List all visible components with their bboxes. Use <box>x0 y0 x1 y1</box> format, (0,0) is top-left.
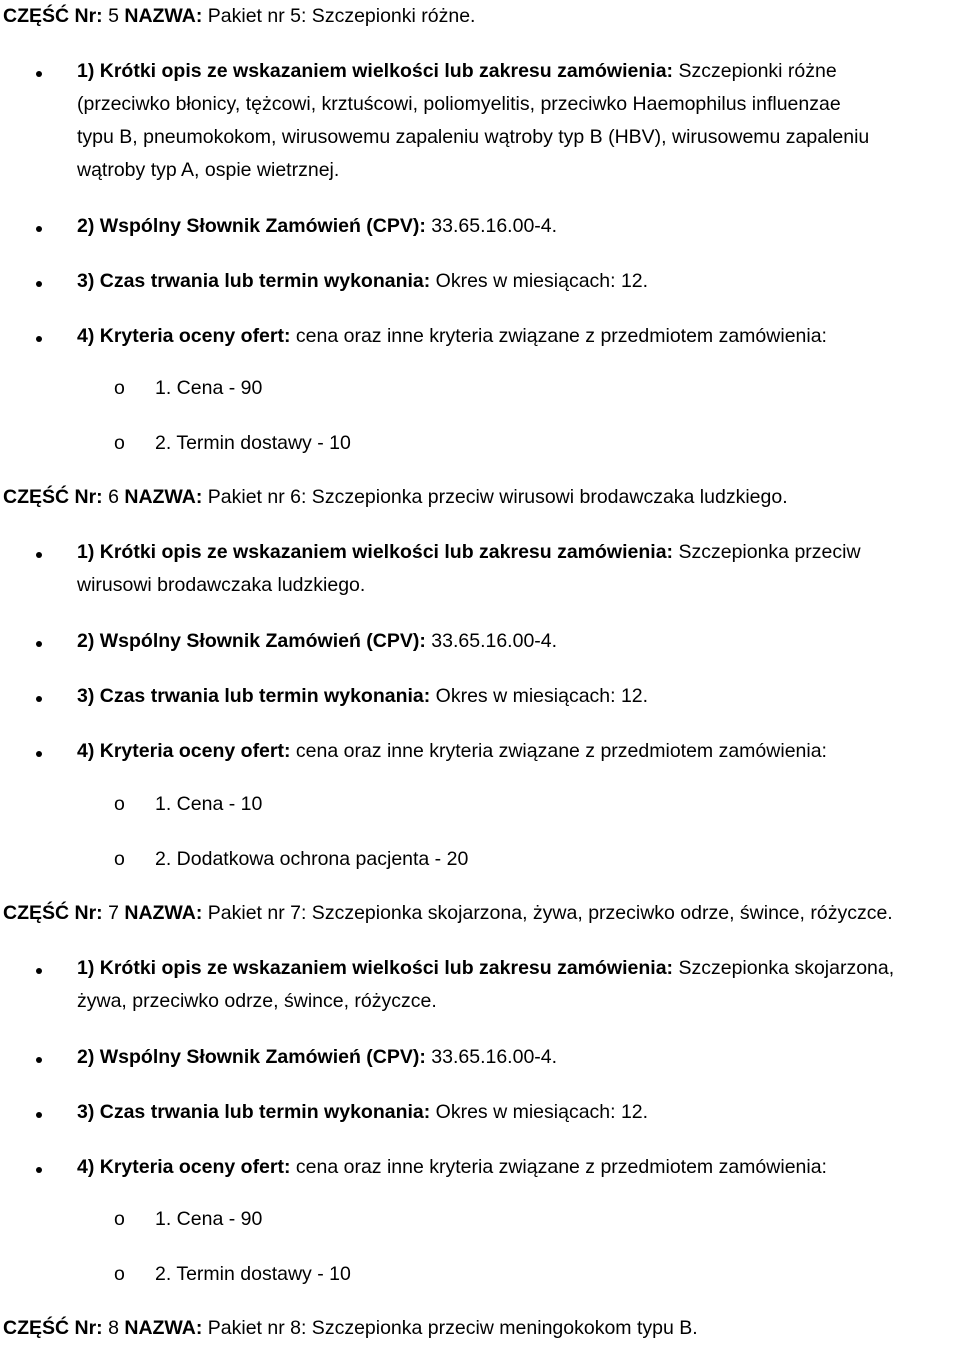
part-label: CZĘŚĆ Nr: <box>3 5 103 27</box>
bullet-icon <box>36 1167 42 1173</box>
part-number: 6 <box>102 486 125 508</box>
part-label: CZĘŚĆ Nr: <box>3 902 103 924</box>
description-line: typu B, pneumokokom, wirusowemu zapaleniu wątroby typ B (HBV), wirusowemu zapaleniu <box>77 126 870 148</box>
description-line: (przeciwko błonicy, tężcowi, krztuścowi, poliomyelitis, przeciwko Haemophilus influenzae <box>77 93 841 115</box>
duration-label: 3) Czas trwania lub termin wykonania: <box>77 270 431 292</box>
criteria-item-text: 2. Termin dostawy - 10 <box>155 432 351 454</box>
circle-bullet-icon: o <box>114 1263 125 1285</box>
bullet-icon <box>36 696 42 702</box>
bullet-icon <box>36 281 42 287</box>
description-line: Szczepionka przeciw <box>673 541 861 563</box>
cpv-value: 33.65.16.00-4. <box>425 630 558 652</box>
name-label: NAZWA: <box>124 486 203 508</box>
description-line: wątroby typ A, ospie wietrznej. <box>77 159 340 181</box>
part-8-header <box>3 1312 698 1345</box>
bullet-icon <box>36 71 42 77</box>
bullet-icon <box>36 226 42 232</box>
description-label: 1) Krótki opis ze wskazaniem wielkości lub zakresu zamówienia: <box>77 541 674 563</box>
duration-label: 3) Czas trwania lub termin wykonania: <box>77 1101 431 1123</box>
duration-label: 3) Czas trwania lub termin wykonania: <box>77 685 431 707</box>
part-number: 8 <box>102 1317 125 1339</box>
bullet-icon <box>36 1112 42 1118</box>
circle-bullet-icon: o <box>114 848 125 870</box>
cpv-label: 2) Wspólny Słownik Zamówień (CPV): <box>77 215 426 237</box>
circle-bullet-icon: o <box>114 377 125 399</box>
part-5-header <box>3 0 475 33</box>
name-label: NAZWA: <box>124 902 203 924</box>
bullet-icon <box>36 552 42 558</box>
part-6-header <box>3 481 788 514</box>
duration-value: Okres w miesiącach: 12. <box>430 685 649 707</box>
criteria-item-text: 1. Cena - 10 <box>155 793 263 815</box>
circle-bullet-icon: o <box>114 432 125 454</box>
part-label: CZĘŚĆ Nr: <box>3 1317 103 1339</box>
name-label: NAZWA: <box>124 1317 203 1339</box>
bullet-icon <box>36 336 42 342</box>
criteria-label: 4) Kryteria oceny ofert: <box>77 325 291 347</box>
part-number: 7 <box>102 902 125 924</box>
part-7-header <box>3 897 893 930</box>
name-label: NAZWA: <box>124 5 203 27</box>
criteria-label: 4) Kryteria oceny ofert: <box>77 740 291 762</box>
criteria-item-text: 2. Dodatkowa ochrona pacjenta - 20 <box>155 848 469 870</box>
cpv-value: 33.65.16.00-4. <box>425 1046 558 1068</box>
part-number: 5 <box>102 5 125 27</box>
cpv-label: 2) Wspólny Słownik Zamówień (CPV): <box>77 630 426 652</box>
part-name: Pakiet nr 6: Szczepionka przeciw wirusowi brodawczaka ludzkiego. <box>202 486 788 508</box>
description-label: 1) Krótki opis ze wskazaniem wielkości lub zakresu zamówienia: <box>77 60 674 82</box>
description-line: Szczepionka skojarzona, <box>673 957 895 979</box>
part-name: Pakiet nr 5: Szczepionki różne. <box>202 5 476 27</box>
criteria-item-text: 1. Cena - 90 <box>155 377 263 399</box>
cpv-value: 33.65.16.00-4. <box>425 215 558 237</box>
duration-value: Okres w miesiącach: 12. <box>430 270 649 292</box>
duration-value: Okres w miesiącach: 12. <box>430 1101 649 1123</box>
criteria-value: cena oraz inne kryteria związane z przedmiotem zamówienia: <box>290 740 827 762</box>
circle-bullet-icon: o <box>114 793 125 815</box>
bullet-icon <box>36 1057 42 1063</box>
description-line: żywa, przeciwko odrze, śwince, różyczce. <box>77 990 437 1012</box>
criteria-label: 4) Kryteria oceny ofert: <box>77 1156 291 1178</box>
criteria-value: cena oraz inne kryteria związane z przedmiotem zamówienia: <box>290 325 827 347</box>
criteria-item-text: 2. Termin dostawy - 10 <box>155 1263 351 1285</box>
bullet-icon <box>36 641 42 647</box>
criteria-value: cena oraz inne kryteria związane z przedmiotem zamówienia: <box>290 1156 827 1178</box>
part-label: CZĘŚĆ Nr: <box>3 486 103 508</box>
cpv-label: 2) Wspólny Słownik Zamówień (CPV): <box>77 1046 426 1068</box>
bullet-icon <box>36 968 42 974</box>
criteria-item-text: 1. Cena - 90 <box>155 1208 263 1230</box>
bullet-icon <box>36 751 42 757</box>
description-label: 1) Krótki opis ze wskazaniem wielkości lub zakresu zamówienia: <box>77 957 674 979</box>
circle-bullet-icon: o <box>114 1208 125 1230</box>
description-line: Szczepionki różne <box>673 60 837 82</box>
part-name: Pakiet nr 7: Szczepionka skojarzona, żywa, przeciwko odrze, śwince, różyczce. <box>202 902 893 924</box>
description-line: wirusowi brodawczaka ludzkiego. <box>77 574 366 596</box>
part-name: Pakiet nr 8: Szczepionka przeciw meningokokom typu B. <box>202 1317 698 1339</box>
